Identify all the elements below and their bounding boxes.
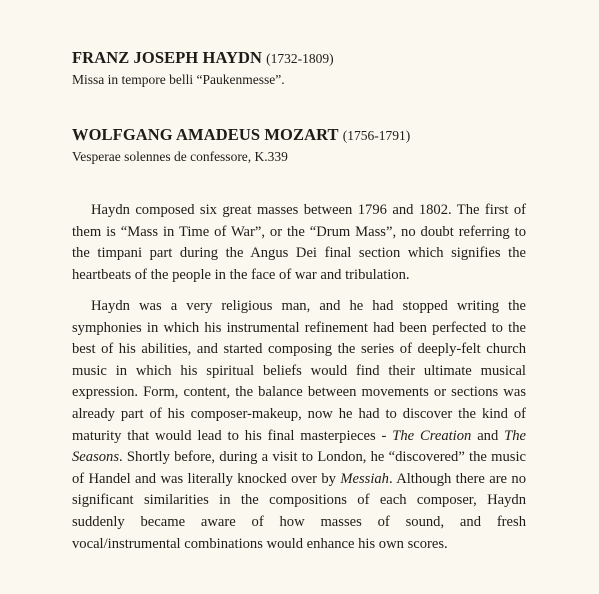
essay-paragraph-1: Haydn composed six great masses between 1796 and 1802. The first of them is “Mass in Time of War”, or the “Drum Mass”, no doubt referring to the timpani part during the Angus Dei final section which signifies the heartbeats of the people in the face of war and tribulation. <box>72 202 526 283</box>
composer-block-mozart <box>72 125 542 166</box>
work-title-creation: The Creation <box>392 427 472 444</box>
composer-dates: (1756-1791) <box>342 128 411 143</box>
composer-heading <box>72 48 542 69</box>
composer-name: FRANZ JOSEPH HAYDN <box>72 48 263 67</box>
essay-text: . Shortly before, during a visit to London, he “discovered” the music of Handel and was literally knocked over by <box>72 449 526 487</box>
work-title-seasons: The Seasons <box>72 427 527 466</box>
composer-block-haydn <box>72 48 542 89</box>
composer-dates: (1732-1809) <box>266 51 334 66</box>
composer-name: WOLFGANG AMADEUS MOZART <box>72 125 339 144</box>
work-title: Missa in tempore belli “Paukenmesse”. <box>72 72 285 87</box>
composer-heading <box>72 125 542 146</box>
work-title: Vesperae solennes de confessore, K.339 <box>72 149 288 164</box>
work-title-messiah: Messiah <box>340 470 389 487</box>
essay-text: and <box>471 427 505 444</box>
essay-paragraph-2 <box>72 296 526 555</box>
essay-text: . Although there are no significant similarities in the compositions of each composer, Haydn suddenly became aware of how masses of sound, and fresh vocal/instrumental combinations would enhance his own scores. <box>72 470 526 552</box>
essay-text: Haydn was a very religious man, and he had stopped writing the symphonies in which his instrumental refinement had been perfected to the best of his abilities, and started composing the series of deeply-felt church music in which his spiritual beliefs would find their ultimate musical expression. Form, content, the balance between movements or sections was already part of his composer-makeup, now he had to discover the kind of maturity that would lead to his final masterpieces - <box>72 298 526 444</box>
